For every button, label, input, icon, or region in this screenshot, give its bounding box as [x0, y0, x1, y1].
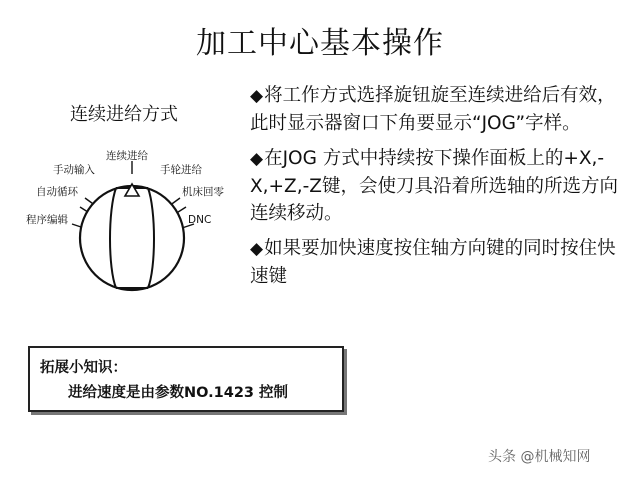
diamond-bullet-icon: ◆ — [250, 149, 264, 169]
diamond-bullet-icon: ◆ — [250, 239, 264, 259]
dial-label-home-return: 机床回零 — [182, 186, 224, 198]
bullet-text: 如果要加快速度按住轴方向键的同时按住快速键 — [250, 238, 616, 287]
bullet-item — [250, 145, 620, 227]
bullet-text: 在JOG 方式中持续按下操作面板上的+X,-X,+Z,-Z键，会使刀具沿着所选轴的所选方向连续移动。 — [250, 148, 618, 224]
dial-label-manual-input: 手动输入 — [53, 164, 95, 176]
bullet-list — [250, 82, 620, 298]
bullet-item — [250, 82, 620, 137]
section-subtitle: 连续进给方式 — [70, 104, 178, 125]
bullet-text: 将工作方式选择旋钮旋至连续进给后有效，此时显示器窗口下角要显示“JOG”字样。 — [250, 85, 616, 134]
dial-label-program-edit: 程序编辑 — [26, 214, 68, 226]
page-title: 加工中心基本操作 — [196, 26, 444, 61]
diamond-bullet-icon: ◆ — [250, 86, 264, 106]
watermark: 头条 @机械知网 — [488, 449, 591, 465]
dial-label-auto-cycle: 自动循环 — [36, 186, 78, 198]
dial-label-dnc: DNC — [188, 214, 212, 226]
dial-label-jog: 连续进给 — [106, 150, 148, 162]
tip-box-text: 进给速度是由参数NO.1423 控制 — [68, 385, 289, 401]
bullet-item — [250, 235, 620, 290]
dial-label-handwheel: 手轮进给 — [160, 164, 202, 176]
tip-box-title: 拓展小知识： — [40, 360, 127, 376]
tip-box — [28, 346, 344, 412]
knob-body — [80, 186, 184, 290]
mode-selector-dial — [20, 140, 250, 330]
